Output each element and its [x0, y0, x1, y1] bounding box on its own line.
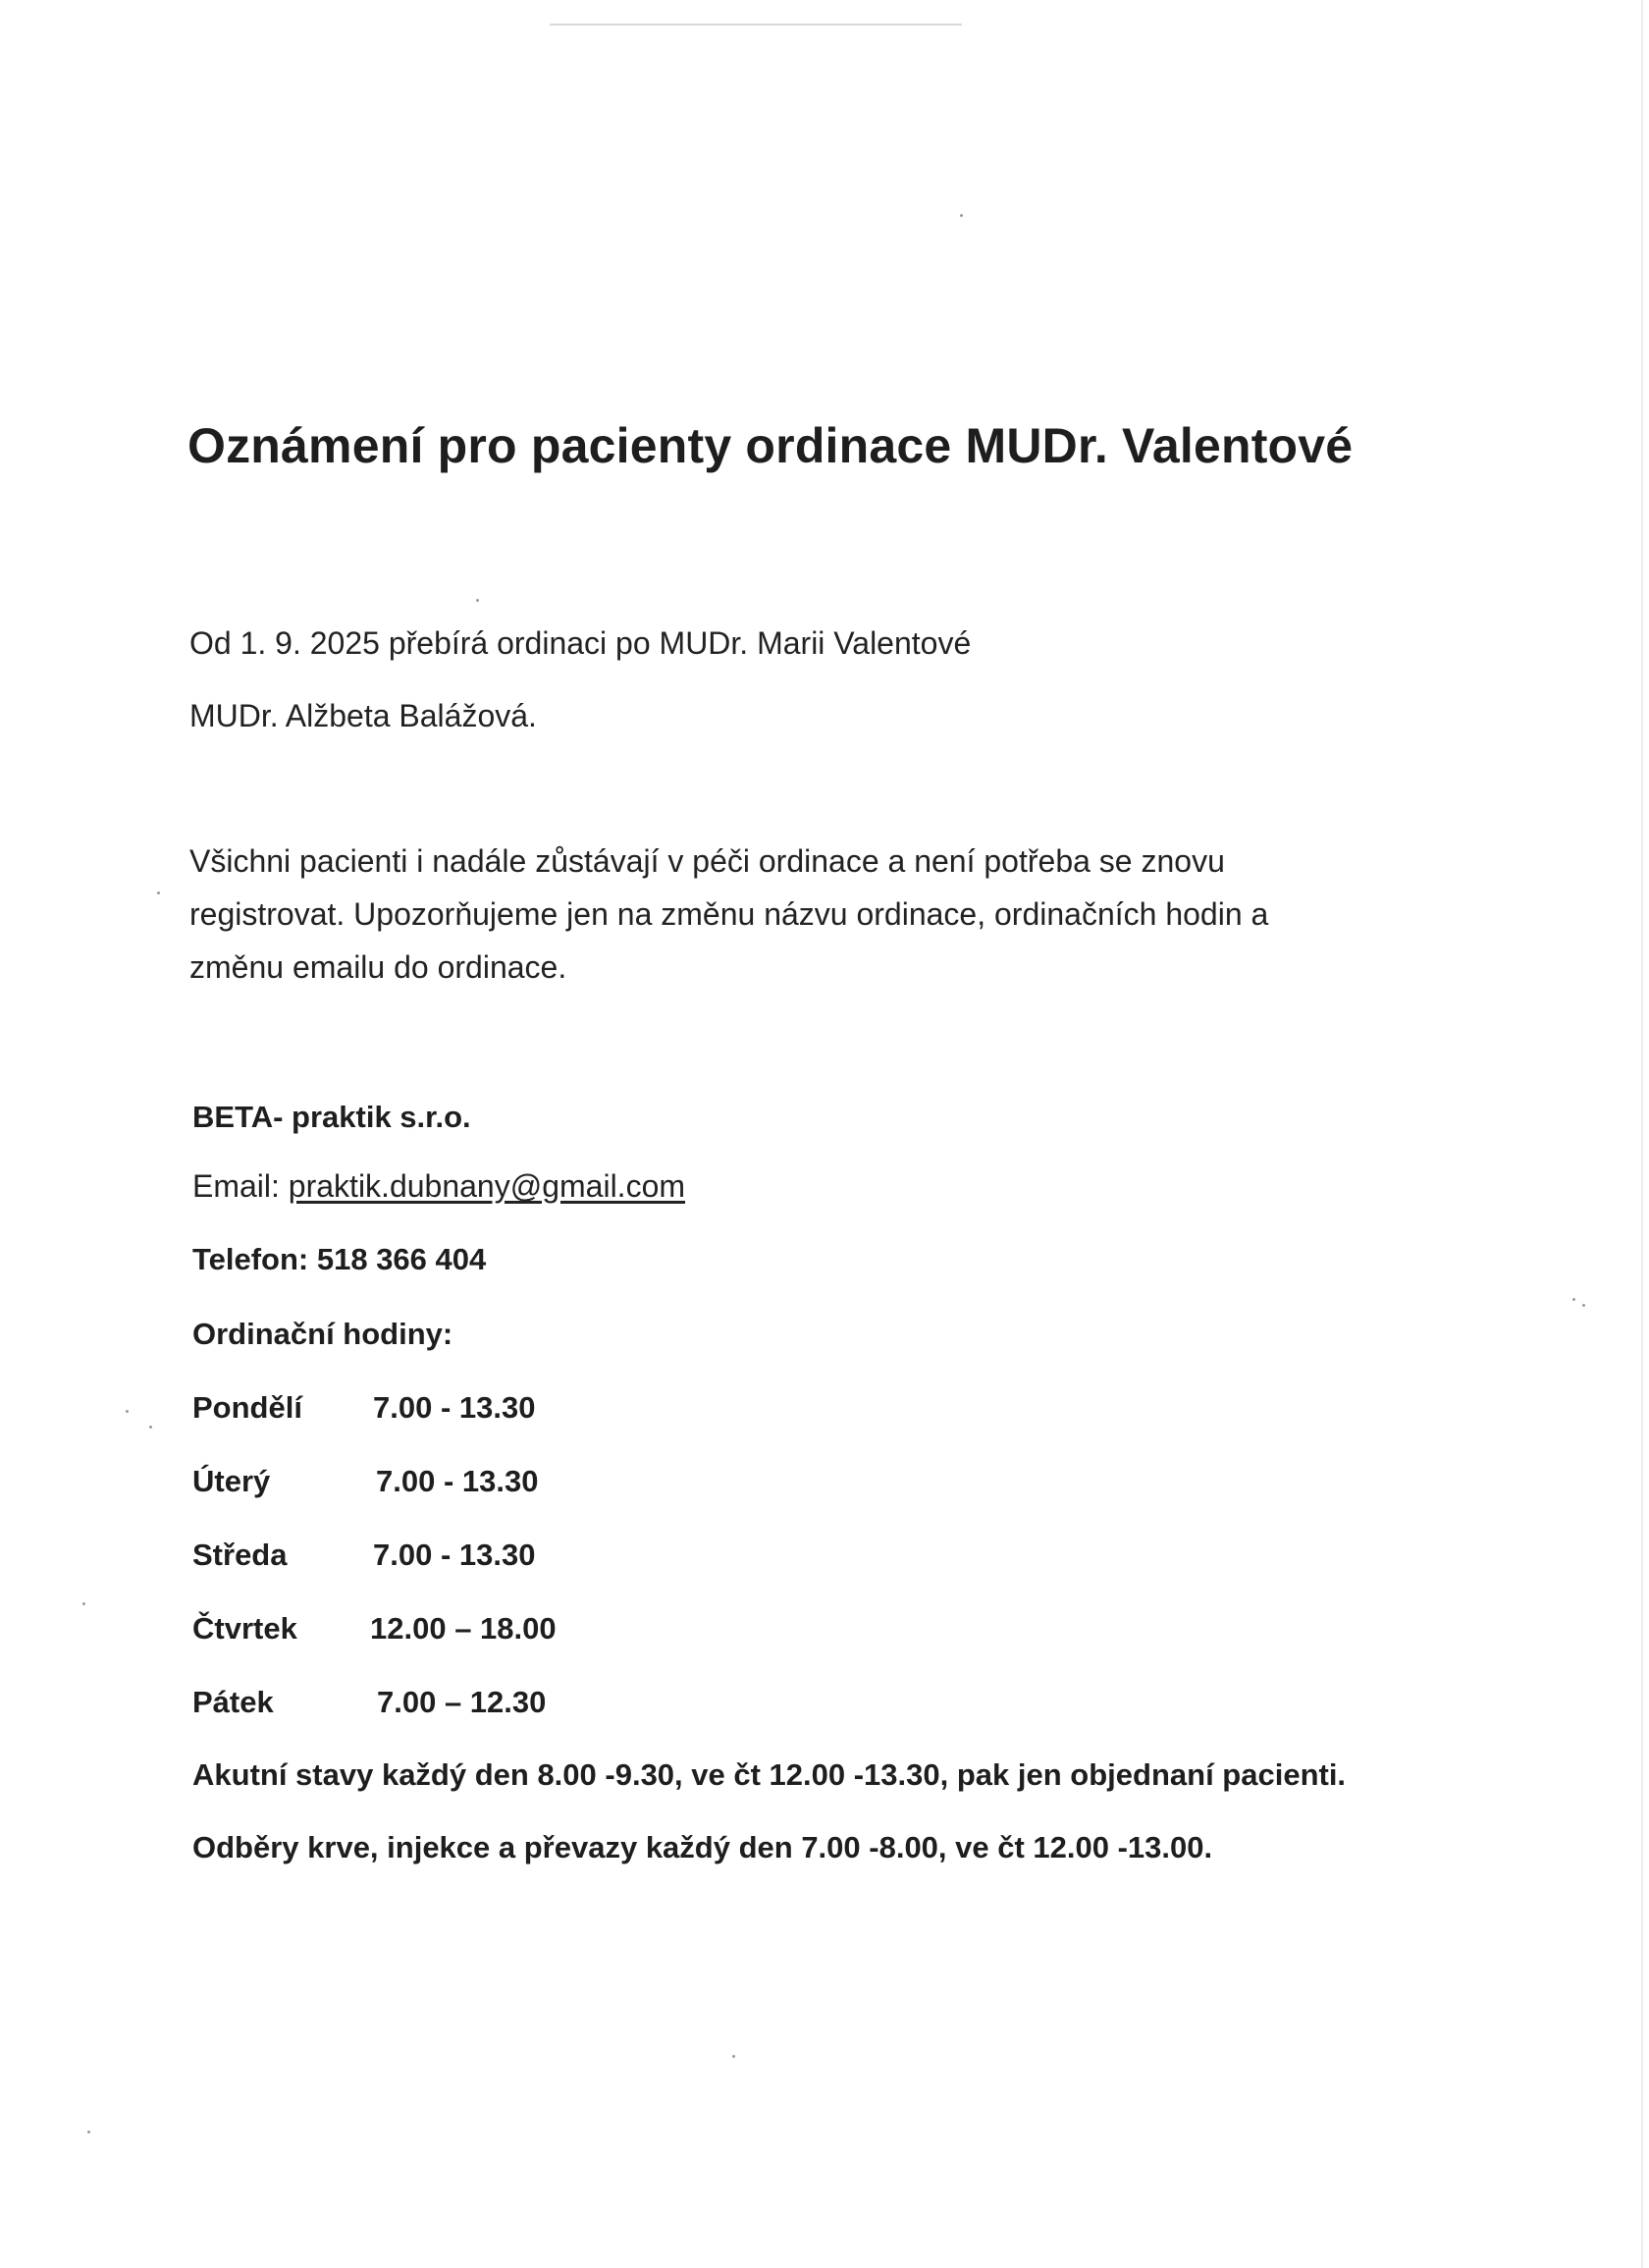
hours-time: 7.00 - 13.30 — [373, 1390, 536, 1425]
scan-speck — [82, 1602, 85, 1605]
hours-time: 7.00 – 12.30 — [377, 1685, 547, 1719]
email-link[interactable]: praktik.dubnany@gmail.com — [288, 1168, 686, 1204]
hours-day: Pondělí — [192, 1390, 302, 1425]
acute-cases-note: Akutní stavy každý den 8.00 -9.30, ve čt 12.00 -13.30, pak jen objednaní pacienti. — [192, 1757, 1347, 1792]
scan-speck — [126, 1410, 129, 1413]
scan-edge-right — [1641, 0, 1643, 2268]
scan-speck — [149, 1426, 152, 1429]
hours-day: Pátek — [192, 1685, 274, 1719]
intro-paragraph — [189, 617, 971, 742]
hours-time: 12.00 – 18.00 — [370, 1611, 557, 1646]
notice-title: Oznámení pro pacienty ordinace MUDr. Valentové — [187, 418, 1354, 473]
scan-speck — [732, 2055, 735, 2058]
body-line-2: registrovat. Upozorňujeme jen na změnu názvu ordinace, ordinačních hodin a — [189, 896, 1269, 932]
company-name: BETA- praktik s.r.o. — [192, 1100, 471, 1134]
scan-speck — [87, 2131, 90, 2133]
hours-time: 7.00 - 13.30 — [376, 1464, 539, 1498]
hours-day: Úterý — [192, 1464, 271, 1498]
intro-line-2: MUDr. Alžbeta Balážová. — [189, 698, 537, 733]
phone-line: Telefon: 518 366 404 — [192, 1242, 487, 1276]
body-paragraph — [189, 835, 1268, 994]
body-line-3: změnu emailu do ordinace. — [189, 949, 567, 985]
body-line-1: Všichni pacienti i nadále zůstávají v péči ordinace a není potřeba se znovu — [189, 843, 1225, 879]
email-row — [192, 1168, 685, 1205]
scan-speck — [476, 599, 479, 602]
email-label: Email: — [192, 1168, 280, 1204]
blood-tests-note: Odběry krve, injekce a převazy každý den 7.00 -8.00, ve čt 12.00 -13.00. — [192, 1830, 1213, 1864]
scan-edge-line — [550, 24, 962, 26]
hours-day: Čtvrtek — [192, 1611, 297, 1646]
scan-speck — [157, 891, 160, 894]
scan-speck — [960, 214, 963, 217]
intro-line-1: Od 1. 9. 2025 přebírá ordinaci po MUDr. Marii Valentové — [189, 625, 972, 661]
hours-day: Středa — [192, 1538, 288, 1572]
scan-speck — [1582, 1304, 1585, 1307]
scan-speck — [1572, 1298, 1575, 1301]
hours-time: 7.00 - 13.30 — [373, 1538, 536, 1572]
office-hours-heading: Ordinační hodiny: — [192, 1317, 453, 1351]
